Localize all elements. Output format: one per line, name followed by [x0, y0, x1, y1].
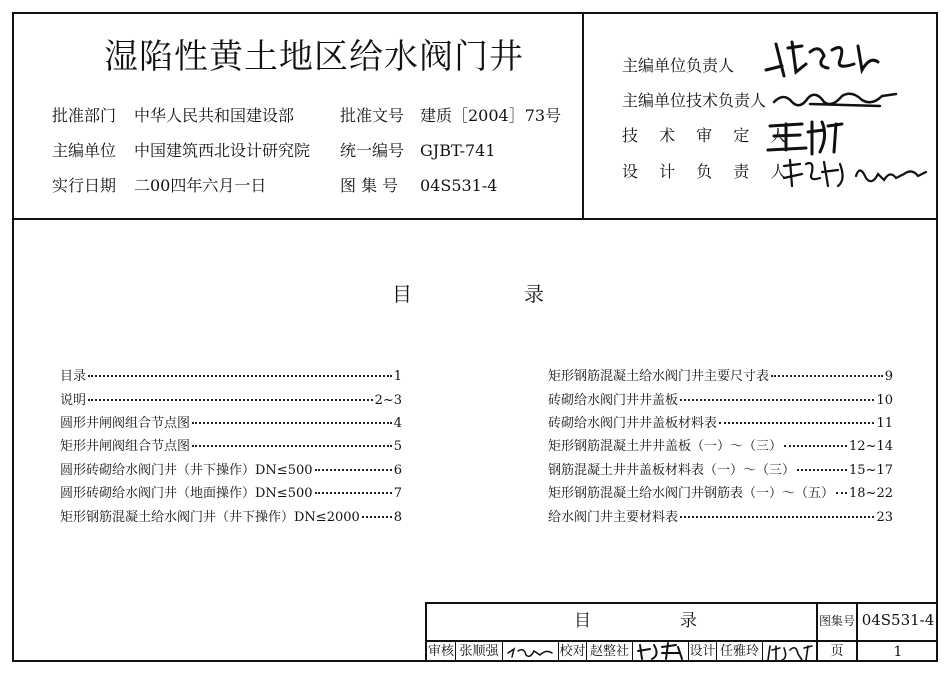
toc-entry-label: 钢筋混凝土井井盖板材料表（一）～（三）: [548, 463, 796, 478]
checker-name: 赵整社: [589, 644, 629, 659]
unified-number-label: 统一编号: [340, 141, 405, 160]
toc-entry-label: 说明: [60, 393, 87, 408]
title-block-name-right: 录: [680, 611, 697, 631]
atlas-number-value-box: 04S531-4: [861, 611, 935, 629]
toc-leader: [315, 469, 392, 471]
toc-title-right: 录: [524, 282, 544, 306]
toc-entry-label: 圆形砖砌给水阀门井（地面操作）DN≤500: [60, 486, 313, 501]
approval-doc-label: 批准文号: [340, 106, 405, 125]
toc-entry-label: 砖砌给水阀门井井盖板: [548, 393, 679, 408]
toc-leader: [797, 469, 847, 471]
signature-1: [762, 36, 882, 80]
reviewer-name: 张顺强: [459, 644, 499, 659]
signature-3: [766, 116, 846, 156]
toc-entry-label: 给水阀门井主要材料表: [548, 510, 679, 525]
toc-entry[interactable]: [60, 435, 402, 454]
checker-signature: [636, 641, 686, 661]
chief-unit-leader-label: 主编单位负责人: [622, 56, 735, 75]
toc-leader: [680, 399, 874, 401]
toc-entry-page: 12~14: [849, 439, 893, 454]
toc-entry-page: 4: [393, 416, 402, 431]
approval-dept-value: 中华人民共和国建设部: [134, 106, 295, 125]
toc-entry-page: 9: [884, 369, 893, 384]
toc-title-left: 目: [392, 282, 412, 306]
title-block-sub-8: [762, 640, 763, 662]
signature-2: [770, 84, 900, 112]
header-divider: [582, 12, 584, 219]
toc-leader: [88, 375, 392, 377]
chief-tech-leader-label: 主编单位技术负责人: [622, 91, 767, 110]
toc-leader: [192, 422, 392, 424]
toc-entry-label: 砖砌给水阀门井井盖板材料表: [548, 416, 718, 431]
toc-leader: [192, 445, 392, 447]
toc-entry-page: 8: [393, 510, 402, 525]
page-label: 页: [830, 644, 844, 659]
toc-entry-page: 10: [876, 393, 893, 408]
toc-entry-label: 矩形钢筋混凝土给水阀门井（井下操作）DN≤2000: [60, 510, 360, 525]
toc-entry[interactable]: [60, 412, 402, 431]
toc-leader: [315, 492, 392, 494]
toc-entry[interactable]: [60, 506, 402, 525]
toc-entry-label: 圆形井闸阀组合节点图: [60, 416, 191, 431]
toc-leader: [771, 375, 883, 377]
unified-number-value: GJBT-741: [420, 141, 496, 160]
toc-leader: [362, 516, 392, 518]
toc-entry-page: 5: [393, 439, 402, 454]
title-block-sub-5: [632, 640, 633, 662]
tech-approver-label: 技 术 审 定 人: [622, 126, 795, 145]
toc-entry-label: 矩形井闸阀组合节点图: [60, 439, 191, 454]
toc-entry-page: 2~3: [374, 393, 402, 408]
title-block-name-left: 目: [574, 611, 591, 631]
toc-leader: [784, 445, 847, 447]
toc-entry-label: 矩形钢筋混凝土给水阀门井主要尺寸表: [548, 369, 770, 384]
toc-entry-page: 1: [393, 369, 402, 384]
toc-leader: [836, 492, 847, 494]
toc-entry-label: 矩形钢筋混凝土给水阀门井钢筋表（一）～（五）: [548, 486, 835, 501]
header-bottom-line: [12, 218, 938, 220]
toc-entry-page: 6: [393, 463, 402, 478]
atlas-number-label: 图 集 号: [340, 176, 399, 195]
review-label: 审核: [427, 644, 454, 659]
toc-entry-page: 11: [876, 416, 893, 431]
title-block-sub-2: [502, 640, 503, 662]
approval-dept-label: 批准部门: [52, 106, 117, 125]
design-leader-label: 设 计 负 责 人: [622, 162, 795, 181]
designer-name: 任雅玲: [719, 644, 759, 659]
toc-entry-page: 18~22: [849, 486, 893, 501]
toc-entry-page: 7: [393, 486, 402, 501]
toc-entry[interactable]: [548, 365, 893, 384]
toc-entry[interactable]: [60, 389, 402, 408]
atlas-number-value: 04S531-4: [420, 176, 498, 195]
toc-entry[interactable]: [548, 435, 893, 454]
editor-unit-value: 中国建筑西北设计研究院: [134, 141, 311, 160]
atlas-number-label-box: 图集号: [818, 614, 855, 628]
toc-entry-label: 矩形钢筋混凝土井井盖板（一）～（三）: [548, 439, 783, 454]
editor-unit-label: 主编单位: [52, 141, 117, 160]
toc-entry[interactable]: [60, 482, 402, 501]
design-label: 设计: [689, 644, 716, 659]
approval-doc-value: 建质［2004］73号: [420, 106, 562, 125]
reviewer-signature: [506, 643, 556, 661]
check-label: 校对: [559, 644, 586, 659]
toc-entry[interactable]: [60, 365, 402, 384]
toc-entry[interactable]: [548, 482, 893, 501]
toc-entry[interactable]: [548, 389, 893, 408]
effective-date-value: 二00四年六月一日: [134, 176, 267, 195]
toc-leader: [680, 516, 874, 518]
atlas-title: 湿陷性黄土地区给水阀门井: [104, 37, 524, 77]
toc-entry[interactable]: [548, 412, 893, 431]
toc-entry-page: 15~17: [849, 463, 893, 478]
signature-4: [780, 156, 930, 192]
toc-leader: [719, 422, 874, 424]
toc-entry-label: 目录: [60, 369, 87, 384]
page-value: 1: [893, 644, 903, 660]
toc-entry-page: 23: [876, 510, 893, 525]
effective-date-label: 实行日期: [52, 176, 117, 195]
toc-entry[interactable]: [60, 459, 402, 478]
toc-entry-label: 圆形砖砌给水阀门井（井下操作）DN≤500: [60, 463, 313, 478]
designer-signature: [766, 642, 814, 662]
toc-leader: [88, 399, 373, 401]
toc-entry[interactable]: [548, 459, 893, 478]
toc-entry[interactable]: [548, 506, 893, 525]
